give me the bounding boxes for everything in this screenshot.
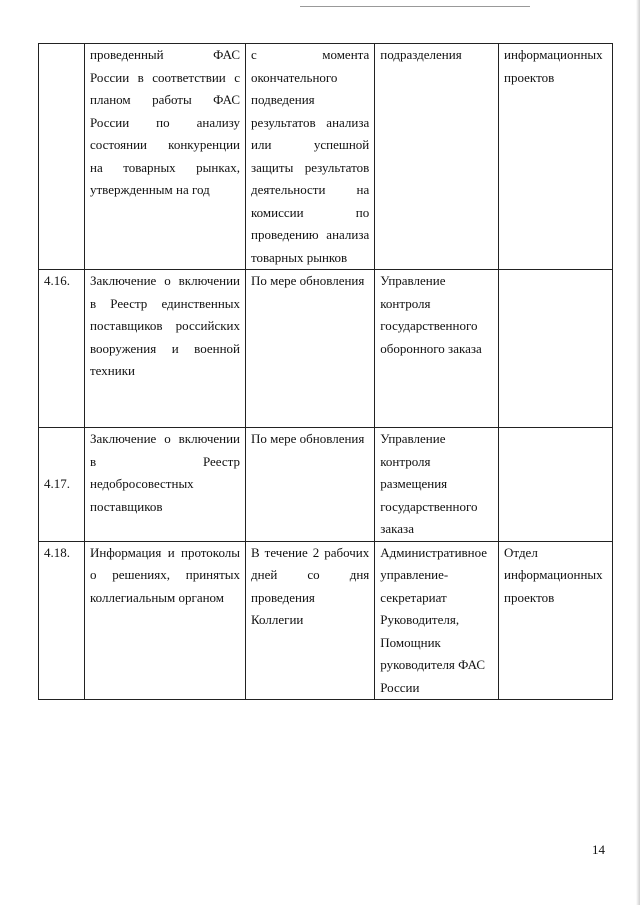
name-line: о решениях, принятых <box>90 567 241 582</box>
cell-term <box>246 270 375 428</box>
name-line: в Реестр <box>90 453 241 469</box>
responsible-line: Административное <box>380 544 488 560</box>
cell-name <box>85 541 246 700</box>
term-line: товарных рынков <box>251 249 348 265</box>
scan-edge <box>636 0 640 905</box>
table-row <box>39 541 613 700</box>
responsible-line: России <box>380 679 420 695</box>
cell-name <box>85 428 246 542</box>
name-line: Информация и протоколы <box>90 544 241 560</box>
term-line: дней со дня <box>251 567 370 582</box>
cell-responsible <box>375 541 499 700</box>
responsible-line: Управление <box>380 431 446 446</box>
scan-top-rule <box>300 6 530 7</box>
responsible-line: руководителя ФАС <box>380 657 486 672</box>
row-number: 4.17. <box>39 428 85 542</box>
cell-responsible <box>375 428 499 542</box>
publisher-line: информационных <box>504 567 603 582</box>
name-line: утвержденным на год <box>90 182 210 197</box>
cell-term <box>246 541 375 700</box>
table-row <box>39 270 613 428</box>
publisher-line: проектов <box>504 589 555 605</box>
name-line: в Реестр единственных <box>90 295 241 311</box>
name-line: вооружения и военной <box>90 340 241 356</box>
term-line: По мере обновления <box>251 431 365 446</box>
publisher-line: проектов <box>504 69 555 85</box>
name-line: Заключение о включении <box>90 273 241 288</box>
name-line: поставщиков российских <box>90 318 241 333</box>
responsible-line: Руководителя, <box>380 612 460 627</box>
table-body <box>39 44 613 700</box>
cell-publisher <box>499 44 613 270</box>
term-line: результатов анализа <box>251 114 370 130</box>
name-line: России в соответствии с <box>90 69 241 85</box>
term-line: защиты результатов <box>251 159 370 175</box>
cell-term <box>246 44 375 270</box>
term-line: В течение 2 рабочих <box>251 544 370 560</box>
name-line: состоянии конкуренции <box>90 137 241 152</box>
cell-name <box>85 44 246 270</box>
responsible-line: размещения <box>380 476 448 491</box>
name-line: Заключение о включении <box>90 431 241 446</box>
cell-name <box>85 270 246 428</box>
name-line: планом работы ФАС <box>90 92 241 107</box>
row-number: 4.16. <box>39 270 85 428</box>
name-line: на товарных рынках, <box>90 159 241 175</box>
responsible-line: управление- <box>380 567 449 582</box>
page-number: 14 <box>592 842 605 857</box>
responsible-line: контроля <box>380 453 431 469</box>
table-row <box>39 428 613 542</box>
responsible-line: государственного <box>380 318 478 333</box>
responsible-line: государственного <box>380 498 478 514</box>
name-line: проведенный ФАС <box>90 47 241 62</box>
name-line: техники <box>90 363 135 378</box>
cell-responsible <box>375 270 499 428</box>
responsible-line: заказа <box>380 521 414 536</box>
table-row <box>39 44 613 270</box>
term-line: проведению анализа <box>251 227 370 242</box>
row-number: 4.18. <box>39 541 85 700</box>
responsible-line: Помощник <box>380 634 441 650</box>
term-line: проведения Коллегии <box>251 589 315 627</box>
responsible-line: секретариат <box>380 589 447 605</box>
term-line: или успешной <box>251 137 370 152</box>
term-line: с момента <box>251 47 370 62</box>
responsible-line: контроля <box>380 295 431 311</box>
term-line: По мере обновления <box>251 273 365 288</box>
cell-responsible <box>375 44 499 270</box>
responsible-line: Управление <box>380 273 446 288</box>
responsible-line: оборонного заказа <box>380 340 482 356</box>
publisher-line: информационных <box>504 47 603 62</box>
name-line: коллегиальным органом <box>90 589 225 605</box>
row-number <box>39 44 85 270</box>
name-line: России по анализу <box>90 114 241 130</box>
term-line: деятельности на <box>251 182 370 197</box>
cell-publisher <box>499 270 613 428</box>
publisher-line: Отдел <box>504 544 538 560</box>
term-line: комиссии по <box>251 204 370 220</box>
cell-publisher <box>499 541 613 700</box>
cell-publisher <box>499 428 613 542</box>
term-line: окончательного <box>251 69 338 85</box>
name-line: поставщиков <box>90 498 163 514</box>
responsible-line: подразделения <box>380 47 462 62</box>
schedule-table <box>38 43 613 700</box>
name-line: недобросовестных <box>90 476 194 491</box>
cell-term <box>246 428 375 542</box>
term-line: подведения <box>251 92 315 107</box>
